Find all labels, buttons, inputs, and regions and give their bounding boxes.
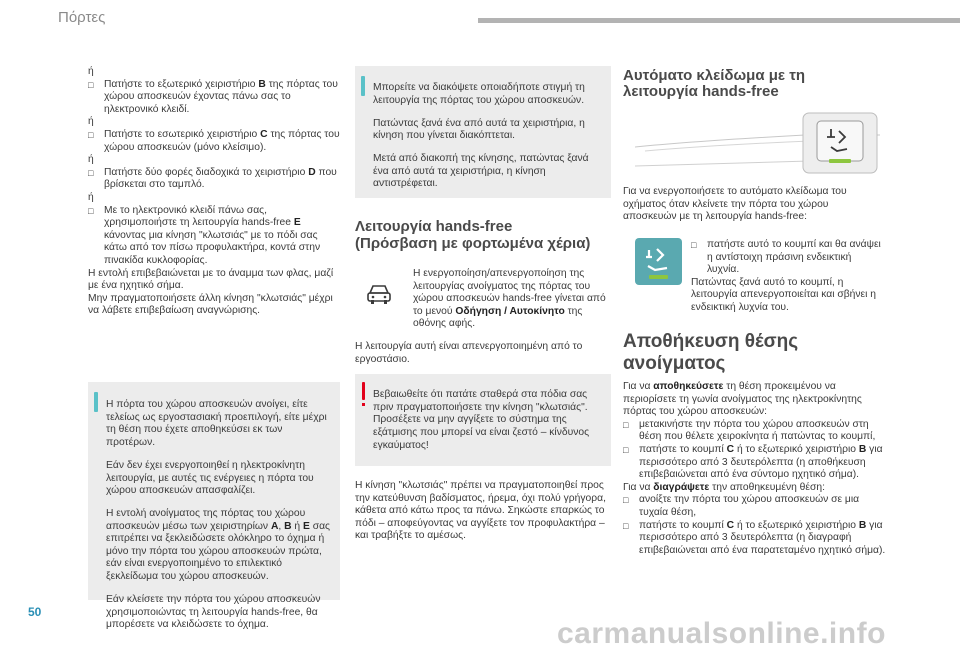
list-item: □ πατήστε το κουμπί C ή το εξωτερικό χειριστήριο B για περισσότερο από 3 δευτερόλεπτα (η διαγραφή επιβεβαιώνεται από ένα παρατεταμένο ηχητικό σήμα). (623, 519, 886, 556)
info-box-2 (355, 66, 611, 198)
header-bar (478, 18, 960, 23)
bullet-icon: □ (623, 444, 629, 455)
list-item: □ ανοίξτε την πόρτα του χώρου αποσκευών σε μια τυχαία θέση, (623, 494, 860, 518)
warning-dot-icon (362, 403, 365, 406)
save-position-text: Για να αποθηκεύσετε τη θέση προκειμένου να περιορίσετε τη γωνία ανοίγματος της ηλεκτροκίνητης πόρτας του χώρου αποσκευών: □ μετακινήστε την πόρτα του χώρου αποσκευών στη θέση που θέλετε χειροκίνητα ή πατώντας το κουμπί, □ πατήστε το κουμπί C ή το εξωτερικό χειριστήριο B για περισσότερο από 3 δευτερόλεπτα (η αποθήκευση επιβεβαιώνεται από ένα σύντομο ηχητικό σήμα). Για να διαγράψετε την αποθηκευμένη θέση: □ ανοίξτε την πόρτα του χώρου αποσκευών σε μια τυχαία θέση, □ πατήστε το κουμπί C ή το εξωτερικό χειριστήριο B για περισσότερο από 3 δευτερόλεπτα (η διαγραφή επιβεβαιώνεται από ένα παρατεταμένο ηχητικό σήμα). (623, 381, 888, 557)
menu-paragraph: Η ενεργοποίηση/απενεργοποίηση της λειτουργίας ανοίγματος της πόρτας του χώρου αποσκευών hands-free γίνεται από το μενού Οδήγηση / Αυτοκίνητο της οθόνης αφής. (413, 268, 606, 330)
tailgate-panel-illustration (635, 111, 880, 176)
page-header-title: Πόρτες (58, 9, 106, 26)
bullet-icon: □ (623, 495, 629, 506)
info-marker-icon (94, 392, 98, 412)
list-item: □ Με το ηλεκτρονικό κλειδί πάνω σας, χρησιμοποιήστε τη λειτουργία hands-free E κάνοντας μια κίνηση "κλωτσιάς" με το πόδι σας κάτω από τον πίσω προφυλακτήρα, κοντά στην πινακίδα κυκλοφορίας. (88, 204, 321, 266)
info-text: Πατώντας ξανά ένα από αυτά τα χειριστήρια, η κίνηση που γίνεται διακόπτεται. (373, 117, 585, 142)
bullet-icon: □ (88, 79, 94, 90)
list-item: □ Πατήστε το εσωτερικό χειριστήριο C της πόρτας του χώρου αποσκευών (μόνο κλείσιμο). (88, 128, 340, 153)
car-settings-icon (364, 279, 394, 307)
info-text: Εάν δεν έχει ενεργοποιηθεί η ηλεκτροκίνητη λειτουργία, με αυτές τις ενέργειες η πόρτα του χώρου αποσκευών απασφαλίζει. (106, 459, 314, 497)
bullet-icon: □ (691, 240, 697, 250)
info-text: Η πόρτα του χώρου αποσκευών ανοίγει, είτε τελείως ως εργοστασιακή προεπιλογή, είτε μέχρι τη θέση που έχετε αποθηκεύσει εκ των προτέρων. (106, 399, 327, 449)
paragraph: Η κίνηση "κλωτσιάς" πρέπει να πραγματοποιηθεί προς την κατεύθυνση βαδίσματος, ήρεμα, όχι πολύ γρήγορα, κάθετα από κάτω προς τα πάνω. Σηκώστε επαρκώς το πόδι – αποφεύγοντας να αγγίξετε τον προφυλακτήρα – και τραβήξτε το αμέσως. (355, 480, 606, 542)
info-text: Εάν κλείσετε την πόρτα του χώρου αποσκευών χρησιμοποιώντας τη λειτουργία hands-free, θα μπορέσετε να κλειδώσετε το όχημα. (106, 593, 321, 631)
bullet-icon: □ (88, 205, 94, 216)
list-item: □ πατήστε το κουμπί C ή το εξωτερικό χειριστήριο B για περισσότερο από 3 δευτερόλεπτα (η αποθήκευση επιβεβαιώνεται από ένα σύντομο ηχητικό σήμα). (623, 443, 883, 481)
list-item: □ μετακινήστε την πόρτα του χώρου αποσκευών στη θέση που θέλετε χειροκίνητα ή πατώντας το κουμπί, (623, 418, 876, 443)
info-box-1 (88, 382, 340, 631)
or-text: ή (88, 116, 94, 128)
icon-explanation: □ πατήστε αυτό το κουμπί και θα ανάψει η αντίστοιχη πράσινη ενδεικτική λυχνία. Πατώντας ξανά αυτό το κουμπί, η λειτουργία απενεργοποιείται και σβήνει η ενδεικτική λυχνία του. (691, 239, 881, 313)
paragraph: Η εντολή επιβεβαιώνεται με το άναμμα των φλας, μαζί με ένα ηχητικό σήμα. (88, 267, 334, 292)
warning-box: Βεβαιωθείτε ότι πατάτε σταθερά στα πόδια σας πριν πραγματοποιήσετε την κίνηση "κλωτσιάς". Προσέξετε να μην αγγίξετε το σύστημα της εξάτμισης που μπορεί να είναι ζεστό – κίνδυνος εγκαύματος! (355, 374, 611, 466)
bullet-icon: □ (623, 419, 629, 430)
info-text: Η εντολή ανοίγματος της πόρτας του χώρου αποσκευών μέσω των χειριστηρίων A, B ή E σας επιτρέπει να ξεκλειδώσετε ολόκληρο το όχημα ή μόνο την πόρτα του χώρου αποσκευών πρώτα, εάν είναι ενεργοποιημένο το επιλεκτικό ξεκλείδωμα του χώρου αποσκευών. (106, 508, 331, 583)
section-heading: Λειτουργία hands-free (Πρόσβαση με φορτωμένα χέρια) (355, 218, 591, 252)
list-item: □ Πατήστε το εξωτερικό χειριστήριο B της πόρτας του χώρου αποσκευών έχοντας πάνω σας το ηλεκτρονικό κλειδί. (88, 78, 338, 115)
paragraph: Μην πραγματοποιήσετε άλλη κίνηση "κλωτσιάς" μέχρι να λάβετε επιβεβαίωση αναγνώρισης. (88, 292, 333, 317)
paragraph: Η λειτουργία αυτή είναι απενεργοποιημένη από το εργοστάσιο. (355, 341, 583, 365)
bullet-icon: □ (623, 520, 629, 531)
hands-free-lock-button-icon (635, 238, 682, 285)
page-number: 50 (28, 605, 42, 619)
list-item: □ Πατήστε δύο φορές διαδοχικά το χειριστήριο D που βρίσκεται στο ταμπλό. (88, 166, 337, 191)
watermark-text: carmanualsonline.info (557, 617, 886, 650)
or-text: ή (88, 191, 94, 203)
info-text: Μετά από διακοπή της κίνησης, πατώντας ξανά ένα από αυτά τα χειριστήρια, η κίνηση αντιστρέφεται. (373, 153, 589, 190)
paragraph: Για να ενεργοποιήσετε το αυτόματο κλείδωμα του οχήματος όταν κλείνετε την πόρτα του χώρου αποσκευών με τη λειτουργία hands-free: (623, 186, 847, 223)
bullet-icon: □ (88, 167, 94, 178)
info-text: Μπορείτε να διακόψετε οποιαδήποτε στιγμή τη λειτουργία της πόρτας του χώρου αποσκευών. (373, 82, 585, 106)
section-heading: Αυτόματο κλείδωμα με τη λειτουργία hands-free (623, 67, 806, 100)
column-1 (88, 66, 340, 318)
section-heading: Αποθήκευση θέσης ανοίγματος (623, 331, 799, 374)
bullet-icon: □ (88, 129, 94, 140)
or-text: ή (88, 154, 94, 166)
or-text: ή (88, 66, 94, 77)
warning-marker-icon (362, 382, 365, 400)
info-marker-icon (361, 76, 365, 96)
